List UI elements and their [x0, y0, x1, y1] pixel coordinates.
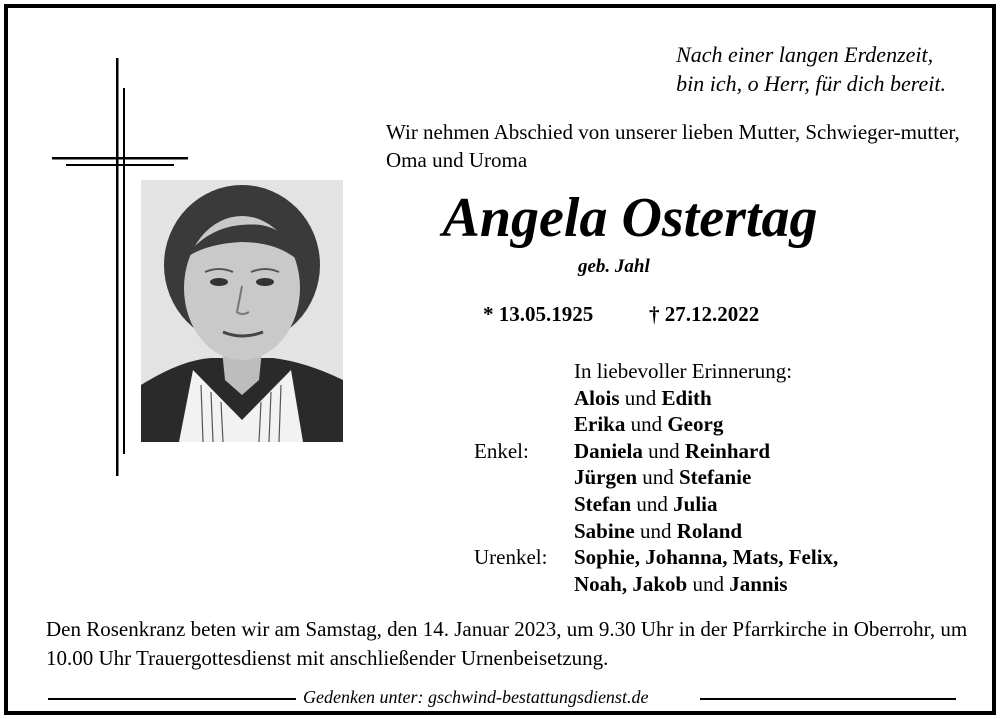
motto: [676, 40, 946, 98]
death-date: † 27.12.2022: [649, 302, 760, 326]
mourner-name: Daniela: [574, 438, 643, 463]
mourner-name: Stefanie: [679, 465, 752, 490]
footer-divider-right: [700, 698, 956, 700]
conjunction: und: [636, 491, 668, 516]
mourner-name: Erika: [574, 412, 626, 437]
mourner-name: Stefan: [574, 491, 632, 516]
great-grandchildren-label: Urenkel:: [474, 545, 548, 570]
mourner-name: Roland: [676, 518, 743, 543]
portrait-photo: [141, 180, 343, 442]
mourner-name: Georg: [667, 412, 724, 437]
conjunction: und: [642, 465, 674, 490]
mourner-name: Alois: [574, 385, 620, 410]
conjunction: und: [648, 438, 680, 463]
mourner-name: Julia: [673, 491, 718, 516]
mourners-heading-row: [474, 358, 838, 385]
motto-line-2: bin ich, o Herr, für dich bereit.: [676, 71, 946, 96]
deceased-name: Angela Ostertag: [442, 187, 818, 249]
list-item: [474, 438, 838, 465]
list-item: [474, 411, 838, 438]
conjunction: und: [639, 518, 672, 543]
grandchildren-label: Enkel:: [474, 438, 529, 463]
list-item: [474, 518, 838, 545]
list-item: [474, 385, 838, 412]
mourner-name: Reinhard: [684, 438, 771, 463]
birth-date: * 13.05.1925: [483, 302, 594, 326]
intro-text: Wir nehmen Abschied von unserer lieben Mutter, Schwieger-mutter, Oma und Uroma: [386, 120, 960, 172]
list-item: [474, 544, 838, 571]
mourners-list: [474, 358, 838, 597]
footer-divider-left: [48, 698, 296, 700]
service-details: Den Rosenkranz beten wir am Samstag, den 14. Januar 2023, um 9.30 Uhr in der Pfarrkirche in Oberrohr, um 10.00 Uhr Trauergottesdienst mit anschließender Urnenbeisetzung.: [46, 617, 968, 670]
mourner-names: Sophie, Johanna, Mats, Felix,: [574, 545, 839, 570]
list-item: [474, 464, 838, 491]
mourner-name: Jannis: [729, 571, 788, 596]
mourner-names: Noah, Jakob: [574, 571, 688, 596]
conjunction: und: [630, 412, 663, 437]
footer: [8, 687, 992, 709]
conjunction: und: [624, 385, 657, 410]
mourner-name: Sabine: [574, 518, 635, 543]
obituary-card: [4, 4, 996, 715]
maiden-name: geb. Jahl: [578, 256, 650, 277]
conjunction: und: [692, 571, 724, 596]
mourners-heading: In liebevoller Erinnerung:: [574, 359, 793, 383]
mourner-name: Jürgen: [574, 465, 637, 490]
motto-line-1: Nach einer langen Erdenzeit,: [676, 42, 934, 67]
list-item: [474, 491, 838, 518]
mourner-name: Edith: [661, 385, 712, 410]
memorial-link[interactable]: Gedenken unter: gschwind-bestattungsdienst.de: [303, 687, 649, 707]
list-item: [474, 571, 838, 598]
